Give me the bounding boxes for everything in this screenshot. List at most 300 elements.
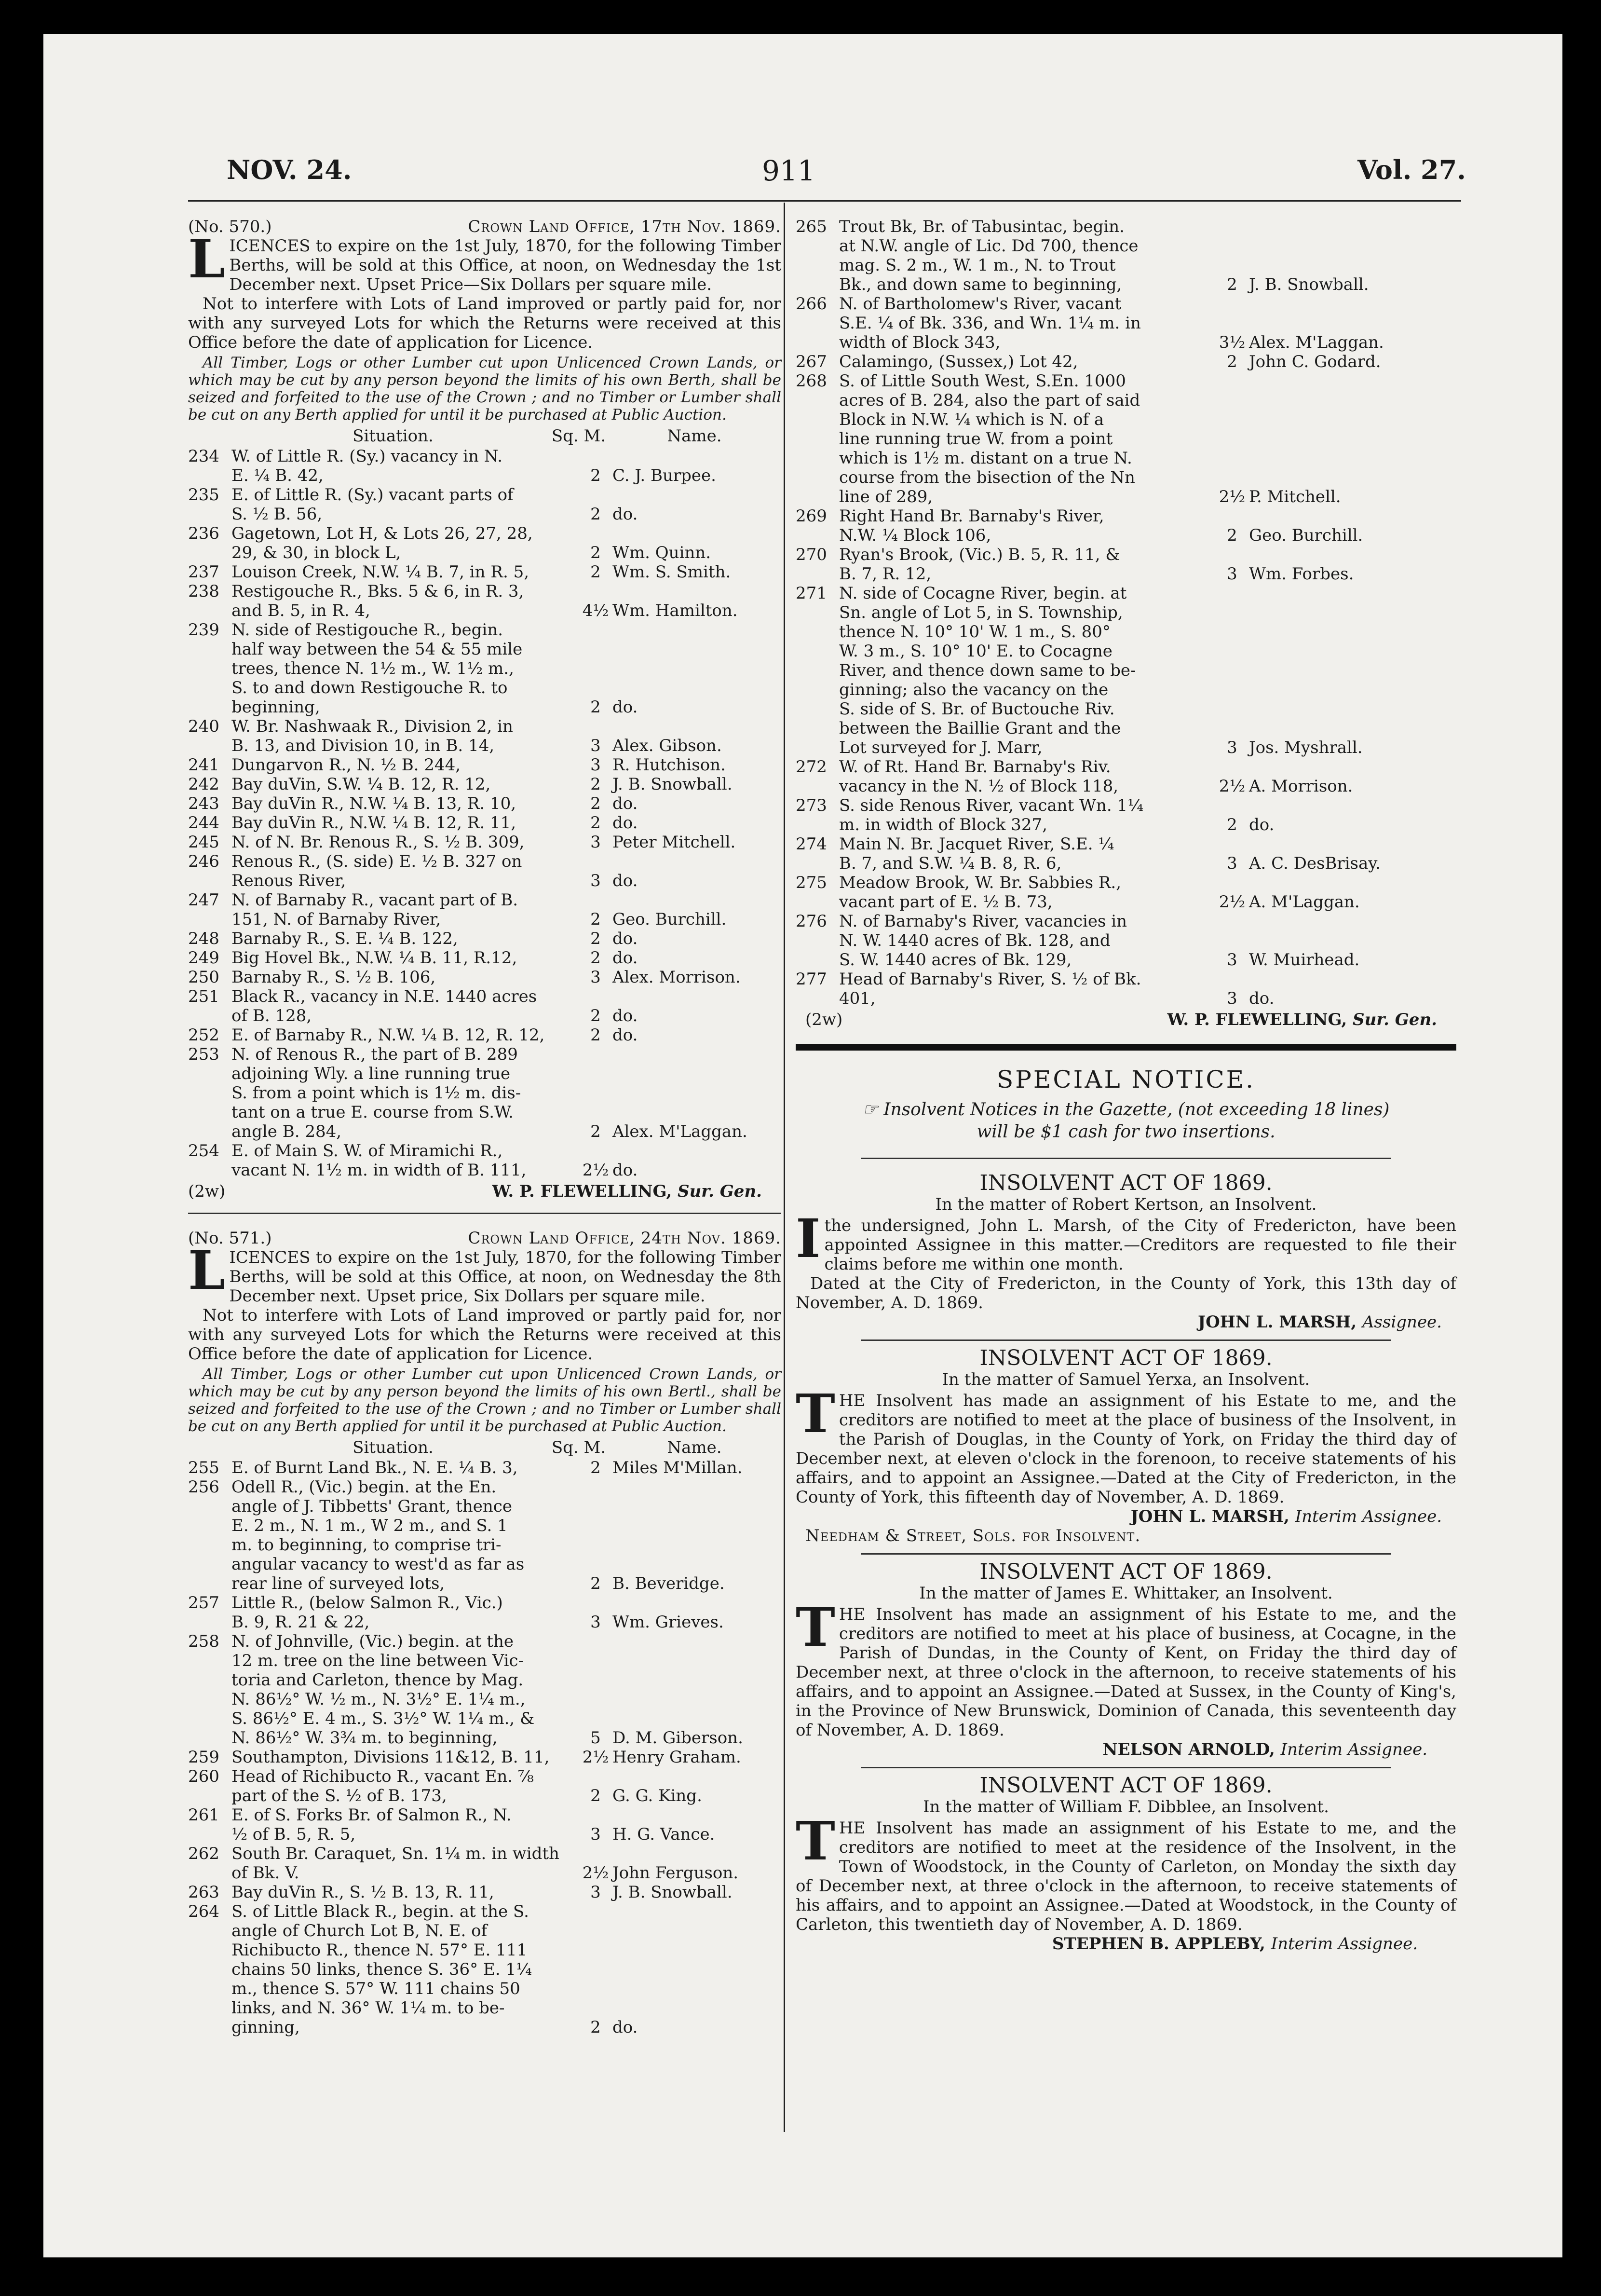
table-row — [796, 757, 1456, 777]
notice-paragraph: ICENCES to expire on the 1st July, 1870, for the following Timber Berths, will be sold at this Office, at noon, on Wednesday the 1st December next. Upset Price—Six Dollars per square mile. — [229, 236, 781, 294]
insolvent-matter: In the matter of Robert Kertson, an Insolvent. — [935, 1195, 1317, 1214]
col-situation: Situation. — [353, 426, 434, 446]
berth-number: 235 — [188, 485, 219, 505]
col-sqm: Sq. M. — [551, 1438, 606, 1457]
berth-number: 273 — [796, 796, 827, 815]
berth-number: 254 — [188, 1141, 219, 1161]
table-row — [796, 815, 1456, 834]
berth-sq-miles: 3 — [1227, 950, 1237, 970]
table-row — [188, 1613, 781, 1632]
berth-situation: Sn. angle of Lot 5, in S. Township, — [839, 603, 1123, 622]
berth-situation: angular vacancy to west'd as far as — [231, 1555, 525, 1574]
berth-name: do. — [612, 948, 638, 968]
berth-number: 239 — [188, 620, 219, 640]
berth-name: C. J. Burpee. — [612, 466, 716, 485]
berth-situation: N. W. 1440 acres of Bk. 128, and — [839, 931, 1111, 950]
notice-paragraph: Not to interfere with Lots of Land improved or partly paid for, nor with any surveyed Lots for which the Returns were received at this Office before the date of application for Licence. — [188, 294, 781, 352]
insolvent-body: HE Insolvent has made an assignment of his Estate to me, and the creditors are notified to meet at his place of business, at Cocagne, in the Parish of Dundas, in the County of Kent, on Friday the third day of December next, at three o'clock in the afternoon, to receive statements of his affairs, and to appoint an Assignee.—Dated at Sussex, in the County of King's, in the Province of New Brunswick, Dominion of Canada, this seventeenth day of November, A. D. 1869. — [796, 1605, 1456, 1740]
special-notice-body — [796, 1099, 1456, 1143]
sig-name: W. P. FLEWELLING, — [492, 1182, 672, 1201]
insolvent-body: the undersigned, John L. Marsh, of the City of Fredericton, have been appointed Assignee in this matter.—Creditors are requested to file their claims before me within one month. — [824, 1216, 1456, 1274]
table-row — [188, 1516, 781, 1535]
berth-sq-miles: 2½ — [1219, 487, 1246, 506]
table-header — [188, 426, 781, 446]
table-row — [188, 505, 781, 524]
table-row — [188, 678, 781, 697]
berth-situation: S.E. ¼ of Bk. 336, and Wn. 1¼ m. in — [839, 314, 1141, 333]
berth-situation: South Br. Caraquet, Sn. 1¼ m. in width — [231, 1844, 559, 1863]
notice-office: Crown Land Office, 24th Nov. 1869. — [468, 1229, 781, 1248]
berth-situation: toria and Carleton, thence by Mag. — [231, 1670, 524, 1690]
sig-name: NELSON ARNOLD, — [1102, 1740, 1275, 1759]
berth-situation: line running true W. from a point — [839, 429, 1113, 449]
sig-tag: (2w) — [805, 1010, 843, 1029]
table-row — [796, 314, 1456, 333]
insolvent-notice-kertson — [796, 1171, 1456, 1332]
berth-situation: S. 86½° E. 4 m., S. 3½° W. 1¼ m., & — [231, 1709, 535, 1728]
sig-role: Interim Assignee. — [1271, 1934, 1418, 1954]
berth-situation: which is 1½ m. distant on a true N. — [839, 449, 1132, 468]
insolvent-matter: In the matter of Samuel Yerxa, an Insolvent. — [942, 1370, 1310, 1389]
berth-situation: S. of Little South West, S.En. 1000 — [839, 371, 1126, 391]
table-row — [188, 1767, 781, 1786]
berth-name: Jos. Myshrall. — [1249, 738, 1363, 757]
drop-cap: L — [188, 228, 226, 290]
table-row — [188, 968, 781, 987]
table-row — [188, 1902, 781, 1921]
berth-situation: S. ½ B. 56, — [231, 505, 323, 524]
berth-sq-miles: 3 — [590, 736, 601, 755]
special-notice-line: will be $1 cash for two insertions. — [977, 1122, 1275, 1142]
table-header — [188, 1438, 781, 1457]
berth-number: 263 — [188, 1883, 219, 1902]
table-row — [796, 236, 1456, 256]
berth-number: 257 — [188, 1593, 219, 1613]
berth-name: Geo. Burchill. — [612, 910, 727, 929]
berth-situation: Big Hovel Bk., N.W. ¼ B. 11, R.12, — [231, 948, 517, 968]
notice-570 — [188, 217, 781, 1201]
berth-sq-miles: 2 — [590, 794, 601, 813]
table-row — [188, 948, 781, 968]
table-row — [188, 1844, 781, 1863]
berth-situation: Renous River, — [231, 871, 346, 890]
berth-situation: acres of B. 284, also the part of said — [839, 391, 1140, 410]
berth-name: Alex. Morrison. — [612, 968, 741, 987]
berth-name: A. C. DesBrisay. — [1249, 854, 1381, 873]
table-row — [188, 640, 781, 659]
insolvent-body: HE Insolvent has made an assignment of his Estate to me, and the creditors are notified to meet at the place of business of the Insolvent, in the Parish of Douglas, in the County of York, on Friday the third day of December next, at eleven o'clock in the forenoon, to receive statements of his affairs, and to appoint an Assignee.—Dated at the City of Fredericton, in the County of York, this fifteenth day of November, A. D. 1869. — [796, 1391, 1456, 1507]
berth-situation: 12 m. tree on the line between Vic- — [231, 1651, 524, 1670]
berth-sq-miles: 2 — [590, 562, 601, 582]
berth-situation: E. of Little R. (Sy.) vacant parts of — [231, 485, 514, 505]
insolvent-signature — [796, 1312, 1442, 1332]
insolvent-signature — [796, 1740, 1427, 1759]
berth-number: 271 — [796, 584, 827, 603]
berth-sq-miles: 2 — [1227, 352, 1237, 371]
berth-situation: E. of Burnt Land Bk., N. E. ¼ B. 3, — [231, 1458, 518, 1477]
berth-sq-miles: 3 — [1227, 989, 1237, 1008]
table-row — [188, 852, 781, 871]
berth-sq-miles: 2½ — [582, 1748, 609, 1767]
table-row — [188, 1083, 781, 1103]
berth-number: 253 — [188, 1045, 219, 1064]
berth-sq-miles: 2 — [1227, 275, 1237, 294]
table-row — [188, 1998, 781, 2018]
sig-name: JOHN L. MARSH, — [1130, 1507, 1289, 1526]
table-row — [796, 912, 1456, 931]
berth-name: John Ferguson. — [612, 1863, 739, 1883]
berth-situation: ½ of B. 5, R. 5, — [231, 1825, 356, 1844]
berth-situation: vacant N. 1½ m. in width of B. 111, — [231, 1161, 527, 1180]
berth-sq-miles: 2 — [1227, 526, 1237, 545]
berth-situation: S. from a point which is 1½ m. dis- — [231, 1083, 521, 1103]
table-row — [188, 601, 781, 620]
berth-name: Wm. Forbes. — [1249, 564, 1354, 584]
table-row — [188, 1728, 781, 1748]
table-row — [796, 680, 1456, 699]
berth-situation: Lot surveyed for J. Marr, — [839, 738, 1043, 757]
divider — [861, 1339, 1391, 1341]
table-row — [188, 466, 781, 485]
table-row — [796, 699, 1456, 719]
berth-situation: W. of Rt. Hand Br. Barnaby's Riv. — [839, 757, 1111, 777]
table-row — [796, 429, 1456, 449]
table-row — [796, 642, 1456, 661]
table-row — [188, 543, 781, 562]
berth-situation: links, and N. 36° W. 1¼ m. to be- — [231, 1998, 505, 2018]
berth-situation: Block in N.W. ¼ which is N. of a — [839, 410, 1104, 429]
berth-sq-miles: 2 — [590, 2018, 601, 2037]
berth-number: 269 — [796, 506, 827, 526]
berth-situation: W. Br. Nashwaak R., Division 2, in — [231, 717, 513, 736]
berth-name: Miles M'Millan. — [612, 1458, 743, 1477]
insolvent-dated: Dated at the City of Fredericton, in the County of York, this 13th day of November, A. D. 1869. — [796, 1274, 1456, 1312]
table-row — [796, 391, 1456, 410]
table-row — [188, 620, 781, 640]
table-row — [796, 545, 1456, 564]
berth-number: 234 — [188, 447, 219, 466]
table-row — [796, 892, 1456, 912]
berth-table — [796, 217, 1456, 1008]
table-row — [188, 1883, 781, 1902]
drop-cap: I — [796, 1207, 821, 1270]
berth-name: A. Morrison. — [1249, 777, 1353, 796]
drop-cap: T — [796, 1596, 835, 1658]
table-row — [188, 890, 781, 910]
table-row — [796, 217, 1456, 236]
berth-sq-miles: 2 — [590, 1574, 601, 1593]
berth-number: 274 — [796, 834, 827, 854]
divider — [188, 1213, 781, 1214]
insolvent-body: HE Insolvent has made an assignment of his Estate to me, and the creditors are notified to meet at the residence of the Insolvent, in the Town of Woodstock, in the County of Carleton, on Monday the sixth day of December next, at three o'clock in the afternoon, to receive statements of his affairs, and to appoint an Assignee.—Dated at Woodstock, in the County of Carleton, this twentieth day of November, A. D. 1869. — [796, 1818, 1456, 1934]
berth-situation: Southampton, Divisions 11&12, B. 11, — [231, 1748, 550, 1767]
table-row — [188, 485, 781, 505]
berth-sq-miles: 2½ — [582, 1161, 609, 1180]
berth-situation: 151, N. of Barnaby River, — [231, 910, 441, 929]
special-notice-line: ☞ Insolvent Notices in the Gazette, (not exceeding 18 lines) — [862, 1100, 1390, 1120]
insolvent-matter: In the matter of William F. Dibblee, an Insolvent. — [923, 1797, 1329, 1817]
berth-situation: at N.W. angle of Lic. Dd 700, thence — [839, 236, 1139, 256]
divider — [861, 1767, 1391, 1768]
berth-number: 238 — [188, 582, 219, 601]
table-row — [796, 487, 1456, 506]
berth-number: 236 — [188, 524, 219, 543]
berth-sq-miles: 2 — [590, 948, 601, 968]
signature — [188, 1182, 781, 1201]
table-row — [796, 931, 1456, 950]
berth-number: 241 — [188, 755, 219, 775]
table-row — [796, 970, 1456, 989]
table-row — [796, 294, 1456, 314]
insolvent-signature — [796, 1507, 1442, 1526]
table-row — [796, 468, 1456, 487]
table-row — [796, 622, 1456, 642]
sig-role: Assignee. — [1362, 1312, 1442, 1332]
table-row — [796, 256, 1456, 275]
berth-situation: Bay duVin R., N.W. ¼ B. 13, R. 10, — [231, 794, 516, 813]
right-column — [796, 217, 1456, 1954]
table-row — [188, 1497, 781, 1516]
table-row — [796, 275, 1456, 294]
berth-sq-miles: 2 — [590, 1786, 601, 1805]
berth-situation: E. of Main S. W. of Miramichi R., — [231, 1141, 503, 1161]
berth-sq-miles: 2 — [590, 1006, 601, 1025]
berth-name: do. — [612, 813, 638, 833]
table-row — [188, 1593, 781, 1613]
berth-situation: N. of Barnaby R., vacant part of B. — [231, 890, 518, 910]
berth-situation: mag. S. 2 m., W. 1 m., N. to Trout — [839, 256, 1116, 275]
berth-situation: half way between the 54 & 55 mile — [231, 640, 523, 659]
berth-sq-miles: 2 — [1227, 815, 1237, 834]
berth-sq-miles: 2 — [590, 813, 601, 833]
insolvent-notice-dibblee — [796, 1773, 1456, 1954]
berth-situation: angle B. 284, — [231, 1122, 342, 1141]
berth-situation: N. of Johnville, (Vic.) begin. at the — [231, 1632, 514, 1651]
table-row — [796, 506, 1456, 526]
table-row — [188, 1103, 781, 1122]
berth-situation: angle of Church Lot B, N. E. of — [231, 1921, 488, 1941]
berth-number: 247 — [188, 890, 219, 910]
table-row — [796, 603, 1456, 622]
berth-name: G. G. King. — [612, 1786, 702, 1805]
berth-situation: thence N. 10° 10' W. 1 m., S. 80° — [839, 622, 1111, 642]
berth-number: 270 — [796, 545, 827, 564]
table-row — [188, 775, 781, 794]
berth-number: 258 — [188, 1632, 219, 1651]
berth-situation: S. of Little Black R., begin. at the S. — [231, 1902, 529, 1921]
berth-number: 244 — [188, 813, 219, 833]
berth-number: 243 — [188, 794, 219, 813]
divider — [861, 1553, 1391, 1555]
berth-sq-miles: 3 — [1227, 854, 1237, 873]
table-row — [188, 755, 781, 775]
berth-situation: Head of Barnaby's River, S. ½ of Bk. — [839, 970, 1141, 989]
berth-number: 259 — [188, 1748, 219, 1767]
berth-situation: B. 9, R. 21 & 22, — [231, 1613, 370, 1632]
berth-name: do. — [1249, 989, 1275, 1008]
table-row — [796, 854, 1456, 873]
notice-office: Crown Land Office, 17th Nov. 1869. — [468, 217, 781, 236]
berth-number: 246 — [188, 852, 219, 871]
notice-caution: All Timber, Logs or other Lumber cut upon Unlicenced Crown Lands, or which may be cut by any person beyond the limits of his own Berth, shall be seized and forfeited to the use of the Crown ; and no Timber or Lumber shall be cut on any Berth applied for until it be purchased at Public Auction. — [188, 354, 781, 424]
table-row — [796, 738, 1456, 757]
table-row — [188, 1825, 781, 1844]
berth-situation: Trout Bk, Br. of Tabusintac, begin. — [839, 217, 1125, 236]
table-row — [188, 582, 781, 601]
berth-sq-miles: 2 — [590, 929, 601, 948]
berth-situation: Richibucto R., thence N. 57° E. 111 — [231, 1941, 528, 1960]
berth-situation: River, and thence down same to be- — [839, 661, 1136, 680]
berth-name: do. — [612, 697, 638, 717]
berth-situation: Little R., (below Salmon R., Vic.) — [231, 1593, 503, 1613]
table-row — [188, 447, 781, 466]
berth-sq-miles: 2 — [590, 1025, 601, 1045]
berth-name: do. — [612, 2018, 638, 2037]
table-row — [796, 526, 1456, 545]
notice-paragraph: Not to interfere with Lots of Land improved or partly paid for, nor with any surveyed Lots for which the Returns were received at this Office before the date of application for Licence. — [188, 1306, 781, 1364]
berth-situation: Calamingo, (Sussex,) Lot 42, — [839, 352, 1078, 371]
table-row — [796, 371, 1456, 391]
berth-number: 250 — [188, 968, 219, 987]
berth-situation: ginning, — [231, 2018, 300, 2037]
table-row — [188, 1670, 781, 1690]
berth-situation: E. ¼ B. 42, — [231, 466, 324, 485]
berth-name: H. G. Vance. — [612, 1825, 715, 1844]
berth-situation: S. side of S. Br. of Buctouche Riv. — [839, 699, 1115, 719]
berth-sq-miles: 3 — [590, 833, 601, 852]
sig-title: Sur. Gen. — [678, 1182, 762, 1201]
insolvent-title: INSOLVENT ACT OF 1869. — [979, 1773, 1273, 1798]
berth-table — [188, 1458, 781, 2037]
berth-situation: Bay duVin R., N.W. ¼ B. 12, R. 11, — [231, 813, 516, 833]
berth-number: 252 — [188, 1025, 219, 1045]
berth-situation: tant on a true E. course from S.W. — [231, 1103, 514, 1122]
table-row — [188, 1709, 781, 1728]
berth-name: R. Hutchison. — [612, 755, 726, 775]
table-row — [188, 1141, 781, 1161]
table-row — [188, 1064, 781, 1083]
table-row — [188, 833, 781, 852]
sig-role: Interim Assignee. — [1295, 1507, 1442, 1526]
berth-name: do. — [1249, 815, 1275, 834]
berth-sq-miles: 4½ — [582, 601, 609, 620]
table-row — [188, 1006, 781, 1025]
left-column — [188, 217, 781, 2037]
table-row — [188, 659, 781, 678]
notice-number: (No. 571.) — [188, 1229, 272, 1248]
berth-situation: 401, — [839, 989, 876, 1008]
notice-571 — [188, 1229, 781, 2037]
sig-name: JOHN L. MARSH, — [1198, 1312, 1357, 1332]
table-row — [188, 562, 781, 582]
table-row — [188, 910, 781, 929]
berth-sq-miles: 3 — [590, 871, 601, 890]
berth-sq-miles: 2 — [590, 697, 601, 717]
berth-situation: N. of Renous R., the part of B. 289 — [231, 1045, 518, 1064]
berth-name: Wm. Quinn. — [612, 543, 711, 562]
table-row — [188, 697, 781, 717]
table-row — [796, 352, 1456, 371]
table-row — [188, 1863, 781, 1883]
berth-number: 245 — [188, 833, 219, 852]
berth-number: 275 — [796, 873, 827, 892]
divider — [861, 1158, 1391, 1159]
berth-sq-miles: 2 — [590, 910, 601, 929]
table-row — [796, 410, 1456, 429]
berth-number: 272 — [796, 757, 827, 777]
berth-sq-miles: 2½ — [1219, 892, 1246, 912]
berth-situation: Right Hand Br. Barnaby's River, — [839, 506, 1104, 526]
berth-sq-miles: 3 — [590, 1613, 601, 1632]
table-row — [188, 1477, 781, 1497]
berth-name: P. Mitchell. — [1249, 487, 1341, 506]
berth-situation: N.W. ¼ Block 106, — [839, 526, 991, 545]
berth-situation: S. side Renous River, vacant Wn. 1¼ — [839, 796, 1144, 815]
table-row — [188, 1805, 781, 1825]
berth-situation: m., thence S. 57° W. 111 chains 50 — [231, 1979, 520, 1998]
berth-number: 248 — [188, 929, 219, 948]
berth-situation: m. in width of Block 327, — [839, 815, 1047, 834]
table-row — [188, 929, 781, 948]
berth-number: 240 — [188, 717, 219, 736]
berth-name: Peter Mitchell. — [612, 833, 736, 852]
berth-situation: Renous R., (S. side) E. ½ B. 327 on — [231, 852, 522, 871]
berth-situation: N. side of Restigouche R., begin. — [231, 620, 503, 640]
sig-title: Sur. Gen. — [1353, 1010, 1437, 1029]
berth-situation: vacant part of E. ½ B. 73, — [839, 892, 1053, 912]
berth-name: J. B. Snowball. — [1249, 275, 1369, 294]
table-row — [188, 736, 781, 755]
berth-sq-miles: 3 — [590, 755, 601, 775]
berth-situation: adjoining Wly. a line running true — [231, 1064, 511, 1083]
berth-situation: Bay duVin R., S. ½ B. 13, R. 11, — [231, 1883, 494, 1902]
col-name: Name. — [667, 1438, 722, 1457]
berth-situation: Black R., vacancy in N.E. 1440 acres — [231, 987, 537, 1006]
berth-situation: Barnaby R., S. E. ¼ B. 122, — [231, 929, 458, 948]
insolvent-signature — [796, 1934, 1418, 1954]
berth-situation: S. to and down Restigouche R. to — [231, 678, 508, 697]
berth-situation: E. of S. Forks Br. of Salmon R., N. — [231, 1805, 512, 1825]
table-row — [188, 871, 781, 890]
berth-situation: between the Baillie Grant and the — [839, 719, 1121, 738]
table-row — [188, 1979, 781, 1998]
col-name: Name. — [667, 426, 722, 446]
table-row — [188, 1651, 781, 1670]
berth-situation: trees, thence N. 1½ m., W. 1½ m., — [231, 659, 514, 678]
berth-situation: N. of N. Br. Renous R., S. ½ B. 309, — [231, 833, 525, 852]
table-row — [188, 1122, 781, 1141]
berth-name: Wm. S. Smith. — [612, 562, 731, 582]
table-row — [188, 1555, 781, 1574]
table-row — [188, 794, 781, 813]
berth-situation: Ryan's Brook, (Vic.) B. 5, R. 11, & — [839, 545, 1120, 564]
berth-situation: Dungarvon R., N. ½ B. 244, — [231, 755, 461, 775]
table-row — [188, 1921, 781, 1941]
berth-situation: beginning, — [231, 697, 320, 717]
berth-sq-miles: 2 — [590, 1122, 601, 1141]
notice-caution: All Timber, Logs or other Lumber cut upon Unlicenced Crown Lands, or which may be cut by any person beyond the limits of his own Bertl., shall be seized and forfeited to the use of the Crown ; and no Timber or Lumber shall be cut on any Berth applied for until it be purchased at Public Auction. — [188, 1366, 781, 1435]
berth-name: A. M'Laggan. — [1249, 892, 1360, 912]
berth-number: 267 — [796, 352, 827, 371]
berth-sq-miles: 3 — [590, 968, 601, 987]
berth-situation: E. of Barnaby R., N.W. ¼ B. 12, R. 12, — [231, 1025, 545, 1045]
berth-situation: W. of Little R. (Sy.) vacancy in N. — [231, 447, 503, 466]
drop-cap: T — [796, 1810, 835, 1872]
berth-situation: line of 289, — [839, 487, 933, 506]
berth-situation: width of Block 343, — [839, 333, 1001, 352]
notice-number: (No. 570.) — [188, 217, 272, 236]
signature — [796, 1010, 1456, 1029]
